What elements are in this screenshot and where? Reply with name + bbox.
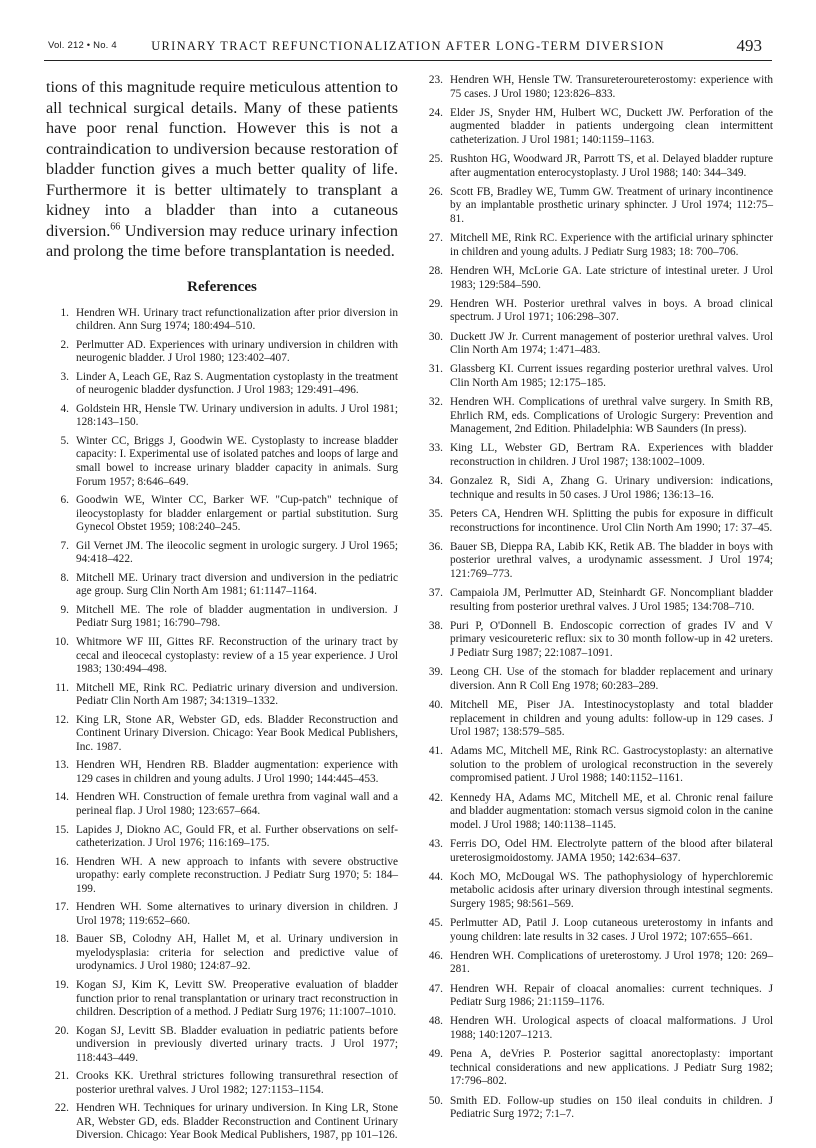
reference-number: 13. (54, 759, 69, 772)
reference-number: 48. (428, 1015, 443, 1028)
reference-text: Hendren WH, McLorie GA. Late stricture of intestinal ureter. J Urol 1983; 129:584–590. (450, 265, 773, 291)
reference-item (46, 933, 398, 974)
reference-text: Duckett JW Jr. Current management of posterior urethral valves. Urol Clin North Am 1974; 1:471–483. (450, 330, 773, 357)
reference-number: 40. (428, 699, 443, 712)
reference-text: Kogan SJ, Kim K, Levitt SW. Preoperative evaluation of bladder function prior to renal transplantation or urinary tract reconstruction in children. Description of a method. J Pediatr Surg 1976; 11:1007–1010. (76, 979, 398, 1019)
reference-item (46, 604, 398, 631)
reference-item (46, 371, 398, 398)
reference-text: Goodwin WE, Winter CC, Barker WF. "Cup-patch" technique of ileocystoplasty for bladder enlargement or partial substitution. Surg Gynecol Obstet 1959; 108:240–245. (76, 494, 398, 534)
page-number: 493 (736, 36, 762, 55)
reference-number: 32. (428, 396, 443, 409)
reference-item (46, 435, 398, 489)
reference-item (420, 983, 773, 1010)
reference-number: 39. (428, 666, 443, 679)
reference-text: Hendren WH. Urinary tract refunctionalization after prior diversion in children. Ann Surg 1974; 180:494–510. (76, 306, 398, 333)
reference-item (420, 186, 773, 227)
reference-text: Perlmutter AD. Experiences with urinary undiversion in children with neurogenic bladder. J Urol 1980; 123:402–407. (76, 338, 398, 365)
reference-text: Gil Vernet JM. The ileocolic segment in urologic surgery. J Urol 1965; 94:418–422. (76, 539, 398, 566)
reference-text: Hendren WH. Complications of urethral valve surgery. In Smith RB, Ehrlich RM, eds. Complications of Urologic Surgery: Prevention and Management, 2nd Edition. Philadelphia: WB Saunders (In press). (450, 396, 773, 436)
reference-number: 46. (428, 949, 443, 962)
reference-item (420, 587, 773, 614)
reference-item (420, 298, 773, 325)
reference-number: 22. (54, 1102, 69, 1115)
reference-text: Bauer SB, Dieppa RA, Labib KK, Retik AB. The bladder in boys with posterior urethral valves, a urodynamic assessment. J Urol 1974; 121:769–773. (450, 540, 773, 580)
reference-text: Hendren WH, Hendren RB. Bladder augmentation: experience with 129 cases in children and young adults. J Urol 1990; 144:445–453. (76, 759, 398, 785)
reference-item (46, 403, 398, 430)
right-column (420, 74, 773, 1127)
reference-number: 1. (60, 306, 69, 319)
reference-text: Mitchell ME, Piser JA. Intestinocystoplasty and total bladder replacement in children and young adults: follow-up in 129 cases. J Urol 1987; 138:579–585. (450, 699, 773, 739)
reference-item (46, 759, 398, 786)
reference-number: 41. (428, 745, 443, 758)
reference-item (420, 1015, 773, 1042)
reference-item (420, 745, 773, 786)
reference-text: Ferris DO, Odel HM. Electrolyte pattern of the blood after bilateral ureterosigmoidostomy. JAMA 1950; 142:634–637. (450, 838, 773, 864)
body-paragraph (46, 77, 398, 262)
reference-item (46, 636, 398, 677)
reference-text: Hendren WH. Some alternatives to urinary diversion in children. J Urol 1978; 119:652–660. (76, 901, 398, 927)
reference-item (46, 307, 398, 334)
reference-item (46, 901, 398, 928)
reference-number: 49. (428, 1048, 443, 1061)
reference-item (420, 153, 773, 180)
reference-text: Koch MO, McDougal WS. The pathophysiology of hyperchloremic metabolic acidosis after urinary diversion through intestinal segments. Surgery 1985; 98:561–569. (450, 870, 773, 910)
references-heading: References (187, 278, 257, 295)
reference-number: 30. (428, 330, 443, 343)
reference-text: Hendren WH. Construction of female urethra from vaginal wall and a perineal flap. J Urol 1980; 123:657–664. (76, 791, 398, 817)
reference-text: Hendren WH. Repair of cloacal anomalies: current techniques. J Pediatr Surg 1986; 21:1159–1176. (450, 982, 773, 1009)
reference-number: 43. (428, 838, 443, 850)
reference-text: Puri P, O'Donnell B. Endoscopic correction of grades IV and V primary vesicoureteric reflux: six to 30 month follow-up in 42 ureters. J Pediatr Surg 1987; 22:1087–1091. (450, 619, 773, 659)
reference-item (46, 791, 398, 818)
reference-number: 6. (60, 494, 69, 507)
reference-text: Hendren WH, Hensle TW. Transureteroureterostomy: experience with 75 cases. J Urol 1980; 123:826–833. (450, 74, 773, 100)
reference-item (46, 824, 398, 851)
reference-item (420, 508, 773, 535)
reference-text: Bauer SB, Colodny AH, Hallet M, et al. Urinary undiversion in myelodysplasia: criteria for selection and predictive value of urodynamics. J Urol 1980; 124:87–92. (76, 933, 398, 973)
reference-number: 28. (428, 265, 443, 277)
reference-number: 29. (428, 297, 443, 310)
reference-item (420, 331, 773, 358)
reference-item (420, 620, 773, 661)
reference-item (46, 339, 398, 366)
reference-number: 5. (60, 434, 69, 447)
reference-number: 19. (54, 979, 69, 992)
reference-number: 27. (428, 232, 443, 245)
reference-number: 36. (428, 540, 443, 553)
reference-item (46, 714, 398, 755)
reference-number: 18. (54, 933, 69, 946)
reference-text: Winter CC, Briggs J, Goodwin WE. Cystoplasty to increase bladder capacity: I. Experimental use of isolated patches and loops of large and small bowel to increase urinary bladder capacity in animals. Surg Forum 1957; 8:646–649. (76, 434, 398, 488)
reference-number: 38. (428, 619, 443, 632)
reference-text: Goldstein HR, Hensle TW. Urinary undiversion in adults. J Urol 1981; 128:143–150. (76, 402, 398, 429)
citation-superscript: 66 (110, 221, 121, 233)
reference-number: 16. (54, 855, 69, 868)
reference-number: 47. (428, 982, 443, 995)
reference-text: King LL, Webster GD, Bertram RA. Experiences with bladder reconstruction in children. J Urol 1987; 138:1002–1009. (450, 442, 773, 468)
reference-number: 12. (54, 713, 69, 726)
reference-item (46, 494, 398, 535)
reference-number: 23. (428, 74, 443, 86)
reference-item (420, 838, 773, 865)
reference-item (46, 572, 398, 599)
reference-number: 33. (428, 442, 443, 455)
reference-text: Linder A, Leach GE, Raz S. Augmentation cystoplasty in the treatment of neurogenic bladder dysfunction. J Urol 1983; 129:491–496. (76, 370, 398, 397)
reference-item (420, 871, 773, 912)
reference-list-left (46, 307, 398, 1144)
reference-text: Pena A, deVries P. Posterior sagittal anorectoplasty: important technical considerations and new applications. J Pediatr Surg 1982; 17:796–802. (450, 1048, 773, 1088)
reference-item (420, 1048, 773, 1089)
reference-number: 9. (60, 603, 69, 616)
reference-item (420, 442, 773, 469)
reference-item (420, 917, 773, 944)
reference-number: 42. (428, 791, 443, 804)
reference-text: Mitchell ME, Rink RC. Experience with the artificial urinary sphincter in children and young adults. J Pediatr Surg 1983; 18: 700–706. (450, 232, 773, 258)
reference-text: Rushton HG, Woodward JR, Parrott TS, et al. Delayed bladder rupture after augmentation enterocystoplasty. J Urol 1988; 140: 344–349. (450, 153, 773, 179)
volume-label: Vol. 212 • No. 4 (48, 40, 117, 51)
reference-item (46, 682, 398, 709)
reference-item (46, 1025, 398, 1066)
reference-number: 34. (428, 475, 443, 488)
reference-item (46, 856, 398, 897)
reference-number: 50. (428, 1094, 443, 1107)
paragraph-text-end: Undiversion may reduce urinary infection and prolong the time before transplantation is needed. (46, 221, 398, 260)
reference-number: 35. (428, 508, 443, 521)
reference-number: 2. (60, 338, 69, 351)
reference-list-right (420, 74, 773, 1122)
reference-text: Scott FB, Bradley WE, Tumm GW. Treatment of urinary incontinence by an implantable prosthetic urinary sphincter. J Urol 1974; 112:75–81. (450, 185, 773, 225)
reference-number: 24. (428, 106, 443, 119)
reference-text: Leong CH. Use of the stomach for bladder replacement and urinary diversion. Ann R Coll Eng 1978; 60:283–289. (450, 666, 773, 692)
reference-text: Hendren WH. A new approach to infants with severe obstructive uropathy: early complete reconstruction. J Pediatr Surg 1970; 5: 184–199. (76, 855, 398, 895)
reference-text: Adams MC, Mitchell ME, Rink RC. Gastrocystoplasty: an alternative solution to the problem of urological reconstruction in the severely compromised patient. J Urol 1988; 140:1152–1161. (450, 745, 773, 785)
reference-item (420, 541, 773, 582)
reference-number: 26. (428, 185, 443, 198)
header-rule (44, 60, 772, 61)
reference-number: 20. (54, 1024, 69, 1037)
reference-item (420, 666, 773, 693)
reference-text: Crooks KK. Urethral strictures following transurethral resection of posterior urethral valves. J Urol 1982; 127:1153–1154. (76, 1070, 398, 1096)
reference-item (420, 107, 773, 148)
reference-text: Whitmore WF III, Gittes RF. Reconstruction of the urinary tract by cecal and ileocecal cystoplasty: review of a 15 year experience. J Urol 1983; 130:494–498. (76, 635, 398, 676)
reference-text: King LR, Stone AR, Webster GD, eds. Bladder Reconstruction and Continent Urinary Diversion. Chicago: Year Book Medical Publishers, Inc. 1987. (76, 713, 398, 753)
reference-text: Glassberg KI. Current issues regarding posterior urethral valves. Urol Clin North Am 1985; 12:175–185. (450, 363, 773, 389)
reference-item (420, 792, 773, 833)
running-title: URINARY TRACT REFUNCTIONALIZATION AFTER LONG-TERM DIVERSION (151, 39, 665, 53)
reference-text: Lapides J, Diokno AC, Gould FR, et al. Further observations on self-catheterization. J Urol 1976; 116:169–175. (76, 823, 398, 850)
reference-text: Hendren WH. Urological aspects of cloacal malformations. J Urol 1988; 140:1207–1213. (450, 1015, 773, 1041)
reference-item (420, 363, 773, 390)
paragraph-text: tions of this magnitude require meticulous attention to all technical surgical details. Many of these patients have poor renal function. However this is not a contraindication to undiversion because restoration of bladder function gives a much better quality of life. Furthermore it is better ultimately to transplant a kidney into a bladder than into a cutaneous diversion. (46, 78, 398, 240)
reference-text: Mitchell ME. Urinary tract diversion and undiversion in the pediatric age group. Surg Clin North Am 1981; 61:1147–1164. (76, 571, 398, 598)
left-column (46, 77, 398, 1148)
reference-number: 11. (55, 681, 69, 694)
reference-text: Campaiola JM, Perlmutter AD, Steinhardt GF. Noncompliant bladder resulting from posterior urethral valves. J Urol 1985; 134:708–710. (450, 587, 773, 613)
reference-text: Mitchell ME, Rink RC. Pediatric urinary diversion and undiversion. Pediatr Clin North Am 1987; 34:1319–1332. (76, 681, 398, 708)
reference-item (46, 1102, 398, 1143)
reference-item (420, 396, 773, 437)
reference-text: Mitchell ME. The role of bladder augmentation in undiversion. J Pediatr Surg 1981; 16:790–798. (76, 603, 398, 630)
reference-item (46, 540, 398, 567)
reference-item (46, 979, 398, 1020)
reference-text: Peters CA, Hendren WH. Splitting the pubis for exposure in difficult reconstructions for incontinence. Urol Clin North Am 1990; 17: 37–45. (450, 508, 773, 534)
reference-item (46, 1070, 398, 1097)
reference-item (420, 74, 773, 101)
reference-text: Kogan SJ, Levitt SB. Bladder evaluation in pediatric patients before undiversion in previously diverted urinary tracts. J Urol 1977; 118:443–449. (76, 1024, 398, 1064)
reference-text: Hendren WH. Complications of ureterostomy. J Urol 1978; 120: 269–281. (450, 949, 773, 976)
reference-text: Kennedy HA, Adams MC, Mitchell ME, et al. Chronic renal failure and bladder augmentation: stomach versus sigmoid colon in the canine model. J Urol 1988; 140:1138–1145. (450, 791, 773, 831)
reference-number: 15. (54, 823, 69, 836)
reference-number: 31. (428, 363, 443, 376)
reference-item (420, 699, 773, 740)
reference-number: 4. (60, 402, 69, 415)
reference-number: 10. (54, 635, 69, 648)
reference-item (420, 475, 773, 502)
reference-text: Smith ED. Follow-up studies on 150 ileal conduits in children. J Pediatric Surg 1972; 7:1–7. (450, 1094, 773, 1121)
reference-number: 14. (54, 791, 69, 804)
reference-number: 8. (60, 571, 69, 584)
reference-number: 44. (428, 870, 443, 883)
reference-item (420, 232, 773, 259)
reference-text: Elder JS, Snyder HM, Hulbert WC, Duckett JW. Perforation of the augmented bladder in patients undergoing clean intermittent catheterization. J Urol 1981; 140:1159–1163. (450, 106, 773, 146)
reference-text: Hendren WH. Techniques for urinary undiversion. In King LR, Stone AR, Webster GD, eds. Bladder Reconstruction and Continent Urinary Diversion. Chicago: Year Book Medical Publishers, 1987, pp 101–126. (76, 1102, 398, 1142)
reference-item (420, 950, 773, 977)
reference-number: 21. (54, 1070, 69, 1083)
reference-text: Hendren WH. Posterior urethral valves in boys. A broad clinical spectrum. J Urol 1971; 106:298–307. (450, 297, 773, 324)
reference-number: 37. (428, 587, 443, 600)
reference-number: 45. (428, 917, 443, 930)
reference-number: 25. (428, 153, 443, 166)
reference-text: Perlmutter AD, Patil J. Loop cutaneous ureterostomy in infants and young children: late results in 32 cases. J Urol 1972; 107:655–661. (450, 917, 773, 943)
reference-text: Gonzalez R, Sidi A, Zhang G. Urinary undiversion: indications, technique and results in 50 cases. J Urol 1986; 136:13–16. (450, 475, 773, 501)
reference-number: 7. (60, 539, 69, 552)
reference-number: 3. (60, 370, 69, 383)
page-header (44, 36, 772, 58)
reference-number: 17. (54, 901, 69, 914)
reference-item (420, 265, 773, 292)
